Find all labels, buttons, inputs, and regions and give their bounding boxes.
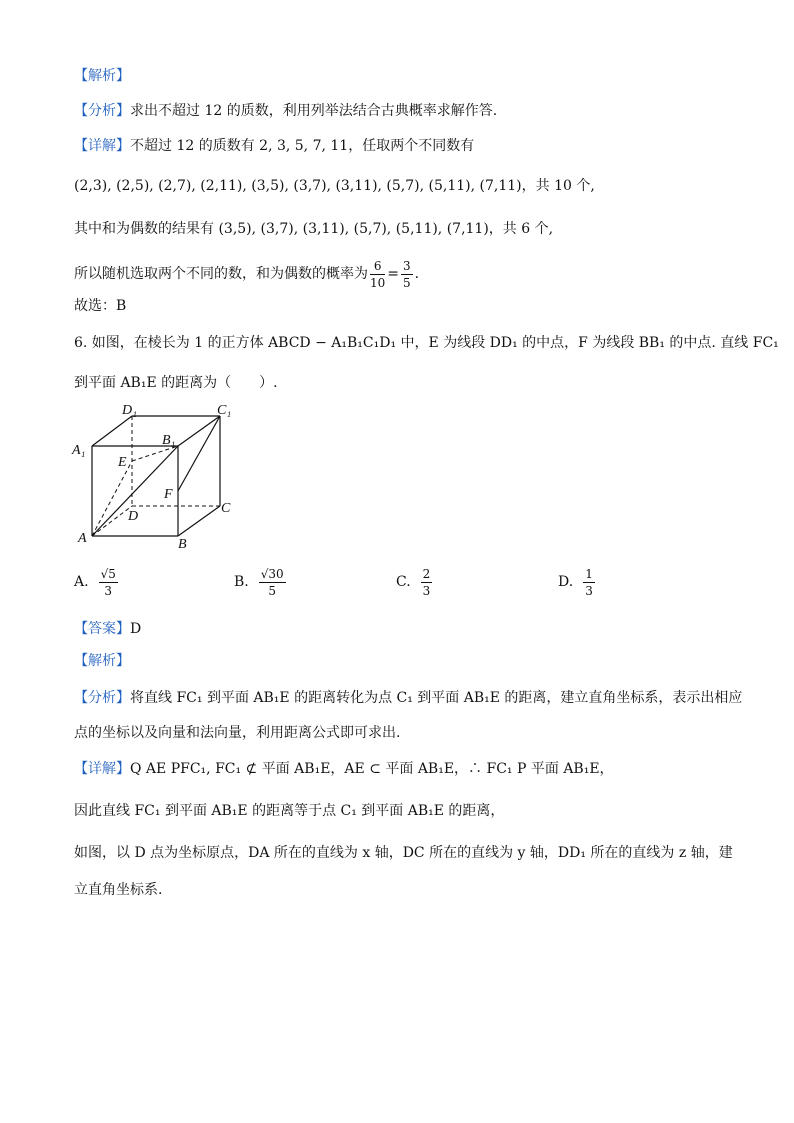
q5-even-line: 其中和为偶数的结果有 (3,5), (3,7), (3,11), (5,7), (5,11), (7,11)，共 6 个, [74, 221, 554, 237]
q6-detail-line4: 立直角坐标系. [74, 882, 163, 898]
q6-detail-line3: 如图，以 D 点为坐标原点，DA 所在的直线为 x 轴，DC 所在的直线为 y 轴，DD₁ 所在的直线为 z 轴，建 [74, 845, 733, 861]
option-A-num: √5 [100, 566, 116, 581]
q5-probability-line [74, 256, 419, 292]
label-A1: A₁ [72, 443, 86, 458]
label-D1: D₁ [122, 403, 137, 418]
label-B: B [178, 537, 187, 550]
option-A-den: 3 [104, 583, 113, 598]
option-C-den: 3 [422, 583, 431, 598]
edge-B1C1 [178, 416, 220, 446]
q5-analysis [74, 101, 497, 121]
q6-detail-line2: 因此直线 FC₁ 到平面 AB₁E 的距离等于点 C₁ 到平面 AB₁E 的距离， [74, 803, 505, 819]
label-F: F [164, 487, 173, 502]
option-D-fraction [583, 566, 595, 599]
q5-analysis-label: 【分析】 [74, 103, 130, 119]
segment-AE-hidden [92, 461, 132, 536]
q5-detail-text: 不超过 12 的质数有 2, 3, 5, 7, 11，任取两个不同数有 [130, 138, 475, 154]
q5-frac1-num: 6 [370, 258, 385, 275]
q6-analysis [74, 688, 742, 708]
label-E: E [118, 455, 127, 470]
q5-frac2-den: 5 [403, 275, 411, 290]
option-D [558, 562, 597, 602]
section-label-jiexi: 【解析】 [74, 68, 130, 84]
option-C-num: 2 [422, 566, 431, 581]
q5-analysis-text: 求出不超过 12 的质数，利用列举法结合古典概率求解作答. [130, 103, 498, 119]
q6-analysis-line1: 将直线 FC₁ 到平面 AB₁E 的距离转化为点 C₁ 到平面 AB₁E 的距离，建立直角坐标系，表示出相应 [130, 690, 743, 706]
q5-detail [74, 136, 474, 156]
q5-frac2-num: 3 [403, 258, 411, 273]
q5-fraction-3-5 [401, 258, 413, 291]
label-C1: C₁ [217, 403, 232, 418]
segment-FC1 [178, 416, 220, 491]
edge-AD-hidden [92, 506, 132, 536]
option-A [74, 562, 120, 602]
q6-detail-label: 【详解】 [74, 761, 130, 777]
q5-answer-line: 故选：B [74, 298, 127, 314]
q6-section-label-jiexi: 【解析】 [74, 653, 130, 669]
q6-answer-value: D [130, 621, 142, 637]
option-B [234, 562, 288, 602]
q6-detail [74, 759, 614, 779]
option-B-num: √30 [260, 566, 284, 581]
q6-stem-line1: 6. 如图，在棱长为 1 的正方体 ABCD − A₁B₁C₁D₁ 中，E 为线段 DD₁ 的中点，F 为线段 BB₁ 的中点. 直线 FC₁ [74, 335, 779, 351]
q6-answer [74, 619, 141, 639]
q5-fraction-6-10 [370, 258, 385, 291]
option-D-num: 1 [585, 566, 593, 581]
option-C-letter: C. [396, 574, 411, 590]
option-A-fraction [99, 566, 118, 599]
option-B-letter: B. [234, 574, 249, 590]
option-D-letter: D. [558, 574, 574, 590]
q5-prob-end: . [414, 266, 420, 282]
q5-detail-label: 【详解】 [74, 138, 130, 154]
option-B-fraction [259, 566, 286, 599]
q6-stem-line2: 到平面 AB₁E 的距离为（ ）. [74, 375, 278, 391]
option-B-den: 5 [268, 583, 277, 598]
edge-BC [178, 506, 220, 536]
label-A: A [78, 531, 87, 546]
edge-A1D1 [92, 416, 132, 446]
q6-detail-line1: Q AE PFC₁, FC₁ ⊄ 平面 AB₁E，AE ⊂ 平面 AB₁E，∴ FC₁ P 平面 AB₁E， [130, 761, 614, 777]
label-D: D [128, 509, 139, 524]
option-D-den: 3 [585, 583, 593, 598]
label-B1: B₁ [162, 433, 176, 448]
q5-pairs-line: (2,3), (2,5), (2,7), (2,11), (3,5), (3,7), (3,11), (5,7), (5,11), (7,11)，共 10 个, [74, 178, 595, 194]
q5-frac1-den: 10 [370, 275, 386, 290]
option-A-letter: A. [74, 574, 89, 590]
option-C-fraction [421, 566, 433, 599]
q5-prob-equals: = [387, 266, 400, 282]
q6-analysis-label: 【分析】 [74, 690, 130, 706]
q6-answer-label: 【答案】 [74, 621, 130, 637]
q6-analysis-line2: 点的坐标以及向量和法向量，利用距离公式即可求出. [74, 725, 401, 741]
q5-prob-prefix: 所以随机选取两个不同的数，和为偶数的概率为 [74, 266, 368, 282]
option-C [396, 562, 434, 602]
cube-figure [70, 400, 240, 550]
label-C: C [221, 501, 231, 516]
